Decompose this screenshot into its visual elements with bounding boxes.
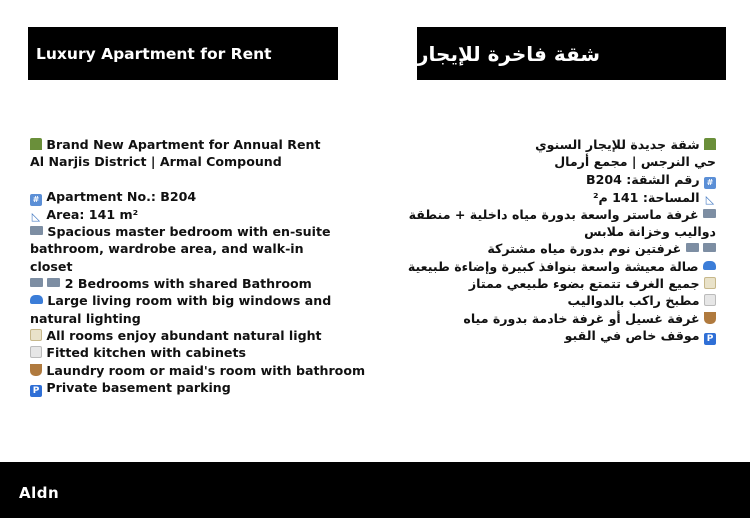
bed-icon xyxy=(30,226,43,235)
parking-en: P Private basement parking xyxy=(30,379,350,397)
numbers-icon: # xyxy=(704,177,716,189)
sofa-icon xyxy=(30,295,43,304)
apartment-number-en: # Apartment No.: B204 xyxy=(30,188,350,206)
arabic-description xyxy=(396,136,716,345)
kitchen-cabinet-icon xyxy=(30,346,42,358)
house-icon xyxy=(704,138,716,150)
location-line-ar: حي النرجس | مجمع أرمال xyxy=(554,154,716,170)
window-light-icon xyxy=(704,277,716,289)
master-bedroom-en: Spacious master bedroom with en-suite bathroom, wardrobe area, and walk-in closet xyxy=(30,224,331,274)
natural-light-ar: جميع الغرف تتمتع بضوء طبيعي ممتاز xyxy=(396,275,716,292)
laundry-en: Laundry room or maid's room with bathroom xyxy=(30,362,350,379)
laundry-ar: غرفة غسيل أو غرفة خادمة بدورة مياه xyxy=(396,310,716,327)
title-english-text: Luxury Apartment for Rent xyxy=(36,44,272,63)
numbers-icon: # xyxy=(30,194,42,206)
intro-line-ar: شقة جديدة للإيجار السنوي xyxy=(396,136,716,153)
kitchen-ar: مطبخ راكب بالدواليب xyxy=(396,292,716,309)
title-english xyxy=(28,27,338,80)
bedrooms-ar: غرفتين نوم بدورة مياه مشتركة xyxy=(396,240,716,257)
sofa-icon xyxy=(703,261,716,270)
triangle-ruler-icon: ◺ xyxy=(705,192,715,206)
window-light-icon xyxy=(30,329,42,341)
title-arabic-text: شقة فاخرة للإيجار xyxy=(417,41,601,66)
parking-icon: P xyxy=(30,385,42,397)
parking-ar: P موقف خاص في القبو xyxy=(396,327,716,345)
kitchen-cabinet-icon xyxy=(704,294,716,306)
bed-icon xyxy=(30,278,43,287)
intro-line-en: Brand New Apartment for Annual Rent xyxy=(30,136,350,153)
triangle-ruler-icon: ◺ xyxy=(31,209,41,223)
title-arabic xyxy=(417,27,726,80)
bed-icon xyxy=(703,209,716,218)
footer-bar xyxy=(0,462,750,518)
bed-icon xyxy=(686,243,699,252)
master-bedroom-ar: غرفة ماستر واسعة بدورة مياه داخلية + منطقة دواليب وخزانة ملابس xyxy=(408,206,716,240)
bed-icon xyxy=(703,243,716,252)
living-room-ar: صالة معيشة واسعة بنوافذ كبيرة وإضاءة طبيعية xyxy=(396,258,716,275)
area-ar: ◺ المساحة: 141 م² xyxy=(592,189,715,206)
bed-icon xyxy=(47,278,60,287)
laundry-basket-icon xyxy=(704,312,716,324)
area-en: ◺ Area: 141 m² xyxy=(31,206,139,223)
location-line-en: Al Narjis District | Armal Compound xyxy=(30,154,282,170)
brand-logo: Aldn xyxy=(19,484,60,502)
kitchen-en: Fitted kitchen with cabinets xyxy=(30,344,350,361)
bedrooms-en: 2 Bedrooms with shared Bathroom xyxy=(30,275,350,292)
laundry-basket-icon xyxy=(30,364,42,376)
natural-light-en: All rooms enjoy abundant natural light xyxy=(30,327,350,344)
living-room-en: Large living room with big windows and natural lighting xyxy=(30,293,332,326)
apartment-number-ar: # رقم الشقة: B204 xyxy=(396,171,716,189)
english-description xyxy=(30,136,366,397)
parking-icon: P xyxy=(704,333,716,345)
house-icon xyxy=(30,138,42,150)
